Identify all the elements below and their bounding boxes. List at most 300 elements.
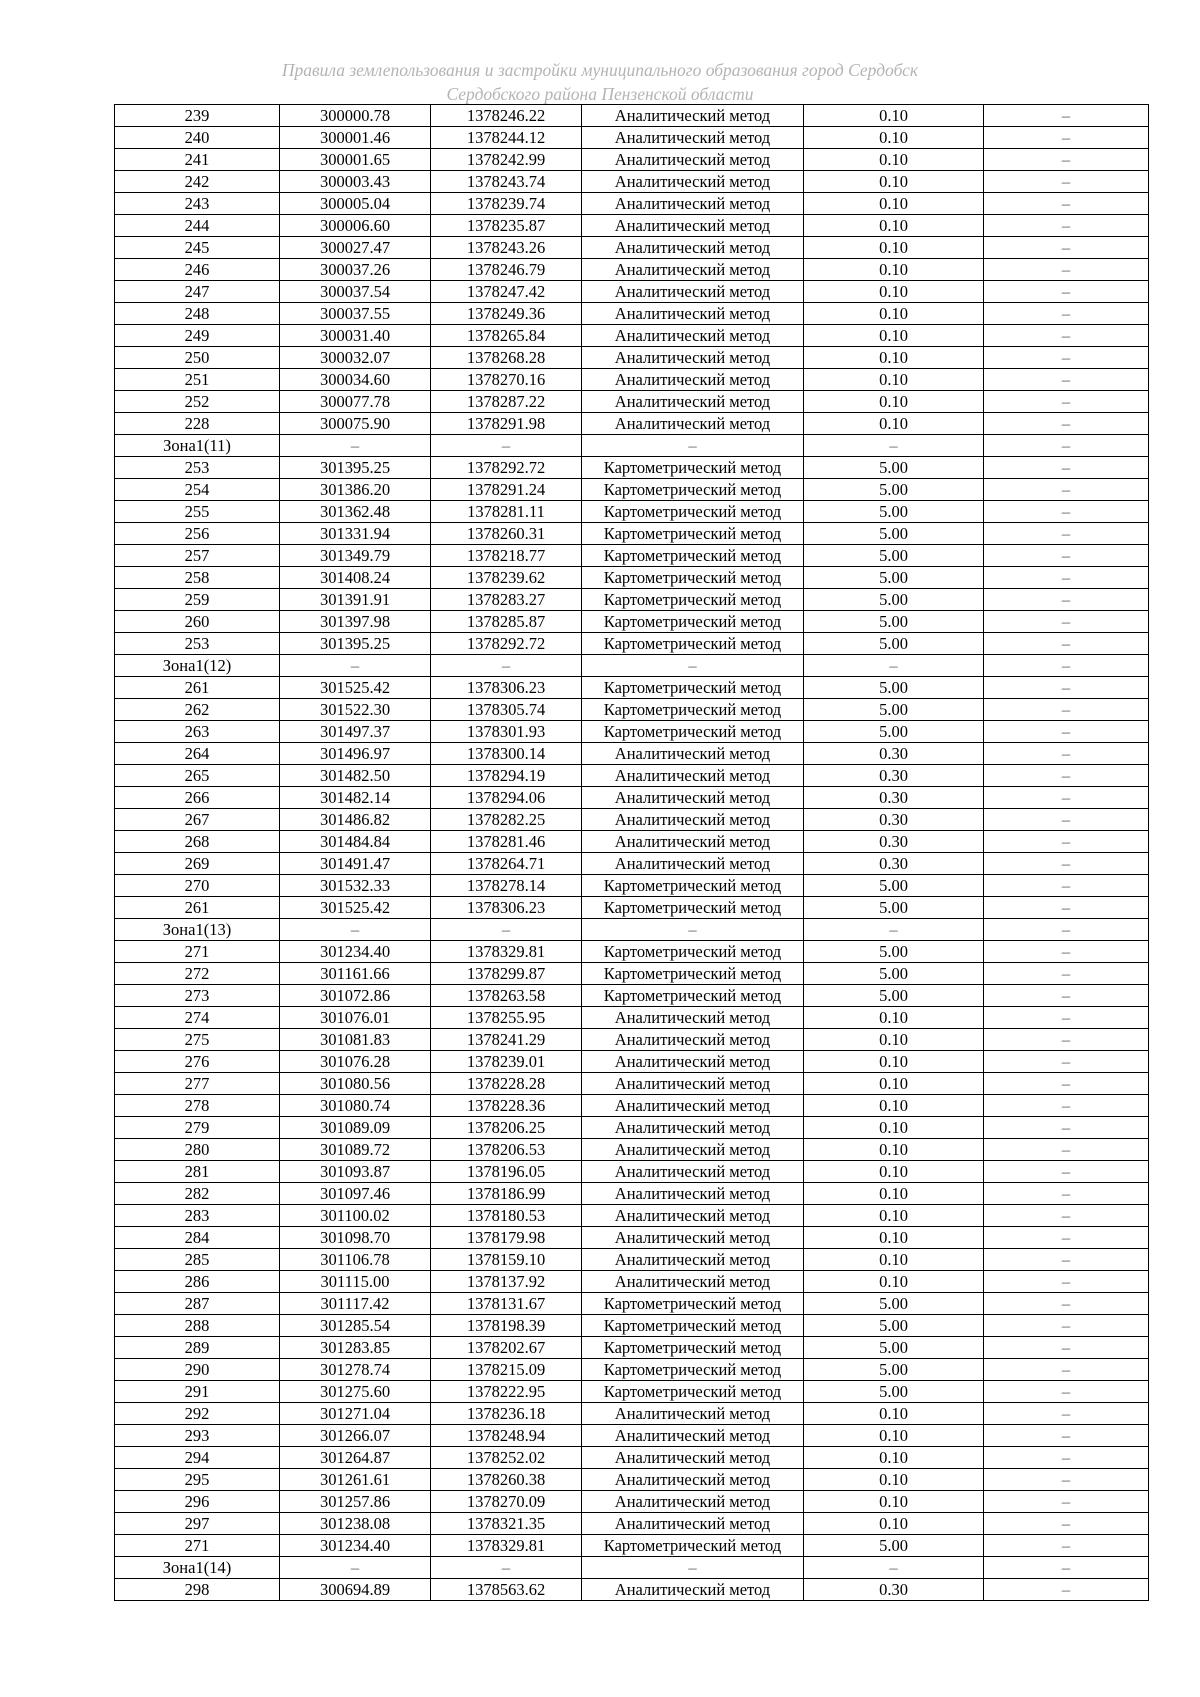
- point-number-cell: 258: [115, 567, 280, 589]
- y-coordinate-cell: 1378306.23: [431, 897, 582, 919]
- method-cell: Картометрический метод: [582, 875, 804, 897]
- accuracy-cell: 0.10: [804, 105, 984, 127]
- table-row: [115, 1403, 1149, 1425]
- note-cell: –: [984, 501, 1149, 523]
- x-coordinate-cell: 301497.37: [280, 721, 431, 743]
- y-coordinate-cell: 1378265.84: [431, 325, 582, 347]
- note-cell: –: [984, 303, 1149, 325]
- x-coordinate-cell: 301486.82: [280, 809, 431, 831]
- note-cell: –: [984, 1205, 1149, 1227]
- note-cell: –: [984, 1447, 1149, 1469]
- y-coordinate-cell: 1378222.95: [431, 1381, 582, 1403]
- y-coordinate-cell: 1378252.02: [431, 1447, 582, 1469]
- y-coordinate-cell: 1378281.46: [431, 831, 582, 853]
- accuracy-cell: –: [804, 919, 984, 941]
- method-cell: Картометрический метод: [582, 1337, 804, 1359]
- method-cell: Аналитический метод: [582, 215, 804, 237]
- table-row: [115, 171, 1149, 193]
- x-coordinate-cell: 300037.55: [280, 303, 431, 325]
- x-coordinate-cell: 300031.40: [280, 325, 431, 347]
- accuracy-cell: 0.10: [804, 215, 984, 237]
- y-coordinate-cell: 1378291.24: [431, 479, 582, 501]
- accuracy-cell: 5.00: [804, 457, 984, 479]
- x-coordinate-cell: 301386.20: [280, 479, 431, 501]
- point-number-cell: 260: [115, 611, 280, 633]
- coordinates-table-body: [115, 105, 1149, 1601]
- accuracy-cell: 0.30: [804, 787, 984, 809]
- x-coordinate-cell: 301098.70: [280, 1227, 431, 1249]
- point-number-cell: 280: [115, 1139, 280, 1161]
- x-coordinate-cell: 300694.89: [280, 1579, 431, 1601]
- y-coordinate-cell: 1378329.81: [431, 941, 582, 963]
- x-coordinate-cell: 301081.83: [280, 1029, 431, 1051]
- point-number-cell: 251: [115, 369, 280, 391]
- method-cell: Аналитический метод: [582, 1139, 804, 1161]
- method-cell: Аналитический метод: [582, 765, 804, 787]
- x-coordinate-cell: –: [280, 919, 431, 941]
- y-coordinate-cell: 1378248.94: [431, 1425, 582, 1447]
- accuracy-cell: 0.10: [804, 1051, 984, 1073]
- header-line-1: Правила землепользования и застройки муниципального образования город Сердобск: [281, 60, 919, 80]
- point-number-cell: 295: [115, 1469, 280, 1491]
- note-cell: –: [984, 479, 1149, 501]
- accuracy-cell: 0.10: [804, 1249, 984, 1271]
- x-coordinate-cell: 301161.66: [280, 963, 431, 985]
- method-cell: Картометрический метод: [582, 633, 804, 655]
- method-cell: –: [582, 1557, 804, 1579]
- note-cell: –: [984, 1403, 1149, 1425]
- y-coordinate-cell: 1378228.36: [431, 1095, 582, 1117]
- y-coordinate-cell: 1378159.10: [431, 1249, 582, 1271]
- y-coordinate-cell: –: [431, 1557, 582, 1579]
- x-coordinate-cell: 300077.78: [280, 391, 431, 413]
- method-cell: Картометрический метод: [582, 1293, 804, 1315]
- point-number-cell: 256: [115, 523, 280, 545]
- point-number-cell: 266: [115, 787, 280, 809]
- point-number-cell: 298: [115, 1579, 280, 1601]
- y-coordinate-cell: 1378239.62: [431, 567, 582, 589]
- method-cell: Картометрический метод: [582, 677, 804, 699]
- note-cell: –: [984, 1469, 1149, 1491]
- y-coordinate-cell: 1378180.53: [431, 1205, 582, 1227]
- table-row: [115, 193, 1149, 215]
- note-cell: –: [984, 457, 1149, 479]
- x-coordinate-cell: 301532.33: [280, 875, 431, 897]
- table-row: [115, 325, 1149, 347]
- note-cell: –: [984, 765, 1149, 787]
- accuracy-cell: 0.10: [804, 1469, 984, 1491]
- x-coordinate-cell: 300005.04: [280, 193, 431, 215]
- point-number-cell: 241: [115, 149, 280, 171]
- point-number-cell: 270: [115, 875, 280, 897]
- note-cell: –: [984, 523, 1149, 545]
- y-coordinate-cell: 1378239.74: [431, 193, 582, 215]
- y-coordinate-cell: 1378281.11: [431, 501, 582, 523]
- accuracy-cell: 5.00: [804, 941, 984, 963]
- y-coordinate-cell: 1378270.16: [431, 369, 582, 391]
- x-coordinate-cell: 301234.40: [280, 941, 431, 963]
- point-number-cell: 277: [115, 1073, 280, 1095]
- accuracy-cell: 0.10: [804, 237, 984, 259]
- note-cell: –: [984, 1535, 1149, 1557]
- accuracy-cell: 5.00: [804, 1381, 984, 1403]
- accuracy-cell: 0.30: [804, 743, 984, 765]
- x-coordinate-cell: 301275.60: [280, 1381, 431, 1403]
- y-coordinate-cell: 1378299.87: [431, 963, 582, 985]
- y-coordinate-cell: 1378236.18: [431, 1403, 582, 1425]
- table-row: [115, 633, 1149, 655]
- y-coordinate-cell: 1378291.98: [431, 413, 582, 435]
- method-cell: Картометрический метод: [582, 479, 804, 501]
- accuracy-cell: 0.30: [804, 765, 984, 787]
- point-number-cell: 288: [115, 1315, 280, 1337]
- point-number-cell: 287: [115, 1293, 280, 1315]
- table-row: [115, 1315, 1149, 1337]
- method-cell: Картометрический метод: [582, 1359, 804, 1381]
- method-cell: –: [582, 919, 804, 941]
- accuracy-cell: 5.00: [804, 545, 984, 567]
- note-cell: –: [984, 369, 1149, 391]
- table-row: [115, 1051, 1149, 1073]
- method-cell: Аналитический метод: [582, 237, 804, 259]
- point-number-cell: 275: [115, 1029, 280, 1051]
- method-cell: Аналитический метод: [582, 1117, 804, 1139]
- x-coordinate-cell: 301522.30: [280, 699, 431, 721]
- point-number-cell: 284: [115, 1227, 280, 1249]
- x-coordinate-cell: 301080.74: [280, 1095, 431, 1117]
- x-coordinate-cell: 300037.26: [280, 259, 431, 281]
- method-cell: Аналитический метод: [582, 193, 804, 215]
- accuracy-cell: 0.30: [804, 853, 984, 875]
- point-number-cell: 268: [115, 831, 280, 853]
- accuracy-cell: 0.10: [804, 127, 984, 149]
- x-coordinate-cell: 301115.00: [280, 1271, 431, 1293]
- x-coordinate-cell: 301331.94: [280, 523, 431, 545]
- accuracy-cell: 5.00: [804, 721, 984, 743]
- accuracy-cell: 0.10: [804, 281, 984, 303]
- table-row: [115, 831, 1149, 853]
- point-number-cell: 239: [115, 105, 280, 127]
- note-cell: –: [984, 435, 1149, 457]
- x-coordinate-cell: 301482.14: [280, 787, 431, 809]
- y-coordinate-cell: 1378300.14: [431, 743, 582, 765]
- note-cell: –: [984, 1557, 1149, 1579]
- table-row: [115, 1293, 1149, 1315]
- note-cell: –: [984, 1271, 1149, 1293]
- table-row: [115, 985, 1149, 1007]
- accuracy-cell: 0.10: [804, 193, 984, 215]
- y-coordinate-cell: 1378247.42: [431, 281, 582, 303]
- method-cell: Картометрический метод: [582, 897, 804, 919]
- x-coordinate-cell: 300001.46: [280, 127, 431, 149]
- point-number-cell: 274: [115, 1007, 280, 1029]
- table-row: [115, 721, 1149, 743]
- y-coordinate-cell: 1378294.19: [431, 765, 582, 787]
- point-number-cell: 248: [115, 303, 280, 325]
- y-coordinate-cell: 1378206.25: [431, 1117, 582, 1139]
- method-cell: Картометрический метод: [582, 985, 804, 1007]
- x-coordinate-cell: 300027.47: [280, 237, 431, 259]
- note-cell: –: [984, 875, 1149, 897]
- x-coordinate-cell: 301106.78: [280, 1249, 431, 1271]
- y-coordinate-cell: 1378249.36: [431, 303, 582, 325]
- point-number-cell: 246: [115, 259, 280, 281]
- y-coordinate-cell: 1378131.67: [431, 1293, 582, 1315]
- point-number-cell: 271: [115, 1535, 280, 1557]
- note-cell: –: [984, 985, 1149, 1007]
- method-cell: Аналитический метод: [582, 1425, 804, 1447]
- note-cell: –: [984, 743, 1149, 765]
- method-cell: Аналитический метод: [582, 831, 804, 853]
- accuracy-cell: 5.00: [804, 963, 984, 985]
- note-cell: –: [984, 963, 1149, 985]
- point-number-cell: 282: [115, 1183, 280, 1205]
- accuracy-cell: 5.00: [804, 1315, 984, 1337]
- point-number-cell: 264: [115, 743, 280, 765]
- note-cell: –: [984, 633, 1149, 655]
- point-number-cell: 261: [115, 677, 280, 699]
- table-row: [115, 1139, 1149, 1161]
- x-coordinate-cell: –: [280, 655, 431, 677]
- note-cell: –: [984, 853, 1149, 875]
- point-number-cell: 278: [115, 1095, 280, 1117]
- accuracy-cell: 0.10: [804, 347, 984, 369]
- method-cell: Аналитический метод: [582, 391, 804, 413]
- method-cell: Картометрический метод: [582, 941, 804, 963]
- y-coordinate-cell: 1378243.26: [431, 237, 582, 259]
- y-coordinate-cell: 1378246.79: [431, 259, 582, 281]
- table-row: [115, 1513, 1149, 1535]
- method-cell: Аналитический метод: [582, 149, 804, 171]
- zone-label-cell: Зона1(13): [115, 919, 280, 941]
- table-row: [115, 105, 1149, 127]
- x-coordinate-cell: 301278.74: [280, 1359, 431, 1381]
- y-coordinate-cell: 1378305.74: [431, 699, 582, 721]
- accuracy-cell: 5.00: [804, 523, 984, 545]
- note-cell: –: [984, 1293, 1149, 1315]
- table-row: [115, 611, 1149, 633]
- method-cell: Аналитический метод: [582, 1579, 804, 1601]
- method-cell: Картометрический метод: [582, 699, 804, 721]
- table-row: [115, 1491, 1149, 1513]
- note-cell: –: [984, 325, 1149, 347]
- x-coordinate-cell: 301264.87: [280, 1447, 431, 1469]
- x-coordinate-cell: 301076.01: [280, 1007, 431, 1029]
- x-coordinate-cell: 301362.48: [280, 501, 431, 523]
- method-cell: Аналитический метод: [582, 105, 804, 127]
- table-row: [115, 809, 1149, 831]
- table-row: [115, 127, 1149, 149]
- accuracy-cell: 0.10: [804, 1007, 984, 1029]
- accuracy-cell: 0.10: [804, 1095, 984, 1117]
- method-cell: Картометрический метод: [582, 1381, 804, 1403]
- note-cell: –: [984, 1183, 1149, 1205]
- point-number-cell: 273: [115, 985, 280, 1007]
- y-coordinate-cell: 1378283.27: [431, 589, 582, 611]
- table-row: [115, 897, 1149, 919]
- y-coordinate-cell: 1378563.62: [431, 1579, 582, 1601]
- accuracy-cell: 5.00: [804, 699, 984, 721]
- accuracy-cell: 0.30: [804, 831, 984, 853]
- table-row: [115, 1381, 1149, 1403]
- table-row: [115, 281, 1149, 303]
- accuracy-cell: 5.00: [804, 501, 984, 523]
- x-coordinate-cell: 300037.54: [280, 281, 431, 303]
- accuracy-cell: 0.10: [804, 1183, 984, 1205]
- point-number-cell: 244: [115, 215, 280, 237]
- note-cell: –: [984, 655, 1149, 677]
- point-number-cell: 265: [115, 765, 280, 787]
- y-coordinate-cell: 1378242.99: [431, 149, 582, 171]
- note-cell: –: [984, 831, 1149, 853]
- method-cell: Аналитический метод: [582, 347, 804, 369]
- x-coordinate-cell: 300034.60: [280, 369, 431, 391]
- note-cell: –: [984, 1227, 1149, 1249]
- y-coordinate-cell: 1378270.09: [431, 1491, 582, 1513]
- point-number-cell: 271: [115, 941, 280, 963]
- table-row: [115, 259, 1149, 281]
- zone-header-row: [115, 435, 1149, 457]
- method-cell: Аналитический метод: [582, 1161, 804, 1183]
- accuracy-cell: 5.00: [804, 567, 984, 589]
- method-cell: Аналитический метод: [582, 281, 804, 303]
- note-cell: –: [984, 941, 1149, 963]
- x-coordinate-cell: 300006.60: [280, 215, 431, 237]
- note-cell: –: [984, 721, 1149, 743]
- accuracy-cell: 5.00: [804, 875, 984, 897]
- note-cell: –: [984, 413, 1149, 435]
- table-row: [115, 149, 1149, 171]
- method-cell: Аналитический метод: [582, 1183, 804, 1205]
- method-cell: Аналитический метод: [582, 369, 804, 391]
- table-row: [115, 1579, 1149, 1601]
- method-cell: Аналитический метод: [582, 1491, 804, 1513]
- accuracy-cell: 0.10: [804, 1447, 984, 1469]
- zone-label-cell: Зона1(14): [115, 1557, 280, 1579]
- point-number-cell: 255: [115, 501, 280, 523]
- note-cell: –: [984, 1337, 1149, 1359]
- note-cell: –: [984, 1073, 1149, 1095]
- table-row: [115, 545, 1149, 567]
- method-cell: Аналитический метод: [582, 1469, 804, 1491]
- accuracy-cell: 0.10: [804, 171, 984, 193]
- note-cell: –: [984, 1161, 1149, 1183]
- method-cell: Картометрический метод: [582, 963, 804, 985]
- page-header: [0, 58, 1200, 106]
- point-number-cell: 292: [115, 1403, 280, 1425]
- x-coordinate-cell: 301482.50: [280, 765, 431, 787]
- accuracy-cell: 0.10: [804, 1491, 984, 1513]
- y-coordinate-cell: 1378215.09: [431, 1359, 582, 1381]
- method-cell: Аналитический метод: [582, 787, 804, 809]
- table-row: [115, 1029, 1149, 1051]
- x-coordinate-cell: 301072.86: [280, 985, 431, 1007]
- point-number-cell: 247: [115, 281, 280, 303]
- table-row: [115, 589, 1149, 611]
- point-number-cell: 269: [115, 853, 280, 875]
- point-number-cell: 240: [115, 127, 280, 149]
- y-coordinate-cell: 1378186.99: [431, 1183, 582, 1205]
- table-row: [115, 787, 1149, 809]
- note-cell: –: [984, 259, 1149, 281]
- table-row: [115, 1117, 1149, 1139]
- y-coordinate-cell: 1378287.22: [431, 391, 582, 413]
- zone-header-row: [115, 919, 1149, 941]
- note-cell: –: [984, 1491, 1149, 1513]
- method-cell: Аналитический метод: [582, 1029, 804, 1051]
- method-cell: Аналитический метод: [582, 809, 804, 831]
- note-cell: –: [984, 193, 1149, 215]
- method-cell: Аналитический метод: [582, 1271, 804, 1293]
- point-number-cell: 281: [115, 1161, 280, 1183]
- method-cell: Аналитический метод: [582, 1447, 804, 1469]
- note-cell: –: [984, 215, 1149, 237]
- table-row: [115, 1337, 1149, 1359]
- note-cell: –: [984, 1029, 1149, 1051]
- method-cell: Аналитический метод: [582, 1205, 804, 1227]
- accuracy-cell: 0.10: [804, 369, 984, 391]
- note-cell: –: [984, 1579, 1149, 1601]
- y-coordinate-cell: 1378239.01: [431, 1051, 582, 1073]
- point-number-cell: 249: [115, 325, 280, 347]
- zone-label-cell: Зона1(11): [115, 435, 280, 457]
- table-row: [115, 963, 1149, 985]
- table-row: [115, 479, 1149, 501]
- accuracy-cell: 0.10: [804, 391, 984, 413]
- accuracy-cell: 0.10: [804, 325, 984, 347]
- x-coordinate-cell: 301089.09: [280, 1117, 431, 1139]
- accuracy-cell: 5.00: [804, 897, 984, 919]
- y-coordinate-cell: 1378268.28: [431, 347, 582, 369]
- y-coordinate-cell: 1378282.25: [431, 809, 582, 831]
- method-cell: –: [582, 435, 804, 457]
- x-coordinate-cell: 301484.84: [280, 831, 431, 853]
- method-cell: Аналитический метод: [582, 325, 804, 347]
- y-coordinate-cell: 1378243.74: [431, 171, 582, 193]
- method-cell: Аналитический метод: [582, 127, 804, 149]
- y-coordinate-cell: 1378202.67: [431, 1337, 582, 1359]
- method-cell: Картометрический метод: [582, 567, 804, 589]
- note-cell: –: [984, 611, 1149, 633]
- accuracy-cell: 0.10: [804, 1073, 984, 1095]
- accuracy-cell: 5.00: [804, 1337, 984, 1359]
- x-coordinate-cell: 301257.86: [280, 1491, 431, 1513]
- note-cell: –: [984, 677, 1149, 699]
- x-coordinate-cell: 301283.85: [280, 1337, 431, 1359]
- accuracy-cell: 5.00: [804, 479, 984, 501]
- accuracy-cell: 0.10: [804, 1139, 984, 1161]
- method-cell: Картометрический метод: [582, 721, 804, 743]
- table-row: [115, 1007, 1149, 1029]
- note-cell: –: [984, 1117, 1149, 1139]
- table-row: [115, 413, 1149, 435]
- y-coordinate-cell: –: [431, 919, 582, 941]
- x-coordinate-cell: 301261.61: [280, 1469, 431, 1491]
- point-number-cell: 261: [115, 897, 280, 919]
- point-number-cell: 293: [115, 1425, 280, 1447]
- x-coordinate-cell: 301100.02: [280, 1205, 431, 1227]
- table-row: [115, 765, 1149, 787]
- note-cell: –: [984, 1095, 1149, 1117]
- accuracy-cell: 0.30: [804, 809, 984, 831]
- accuracy-cell: 0.10: [804, 413, 984, 435]
- note-cell: –: [984, 1315, 1149, 1337]
- point-number-cell: 262: [115, 699, 280, 721]
- note-cell: –: [984, 127, 1149, 149]
- x-coordinate-cell: 301076.28: [280, 1051, 431, 1073]
- method-cell: Картометрический метод: [582, 589, 804, 611]
- y-coordinate-cell: 1378306.23: [431, 677, 582, 699]
